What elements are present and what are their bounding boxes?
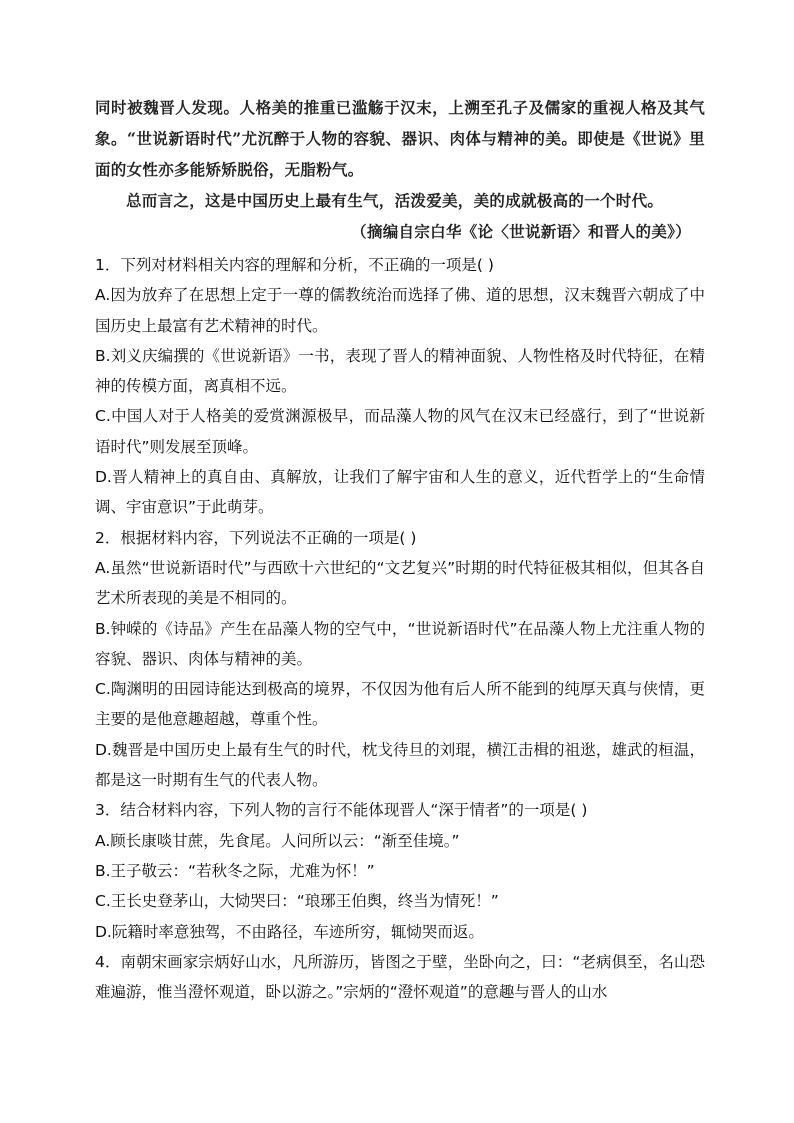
question-4 [95, 947, 705, 1008]
option-a: A.顾长康啖甘蔗，先食尾。人问所以云：“渐至佳境。” [95, 831, 460, 850]
option-d: D.阮籍时率意独驾，不由路径，车迹所穷，辄恸哭而返。 [95, 922, 484, 941]
option-b: B.王子敬云：“若秋冬之际，尤难为怀！” [95, 861, 375, 880]
question-stem: 2．根据材料内容，下列说法不正确的一项是( ) [95, 528, 417, 547]
question-stem: 4．南朝宋画家宗炳好山水，凡所游历，皆图之于壁，坐卧向之，曰：“老病俱至，名山恐难遍游，惟当澄怀观道，卧以游之。”宗炳的“澄怀观道”的意趣与晋人的山水 [95, 952, 705, 1002]
reading-passage [95, 92, 705, 247]
question-stem: 3．结合材料内容，下列人物的言行不能体现晋人“深于情者”的一项是( ) [95, 801, 588, 820]
option-b: B.刘义庆编撰的《世说新语》一书，表现了晋人的精神面貌、人物性格及时代特征，在精神的传模方面，离真相不远。 [95, 346, 705, 396]
option-a: A.因为放弃了在思想上定于一尊的儒教统治而选择了佛、道的思想，汉末魏晋六朝成了中国历史上最富有艺术精神的时代。 [95, 286, 705, 335]
passage-paragraph-2: 总而言之，这是中国历史上最有生气，活泼爱美，美的成就极高的一个时代。 [126, 191, 664, 210]
question-2 [95, 523, 705, 796]
question-1 [95, 250, 705, 523]
passage-paragraph-1: 同时被魏晋人发现。人格美的推重已滥觞于汉末，上溯至孔子及儒家的重视人格及其气象。“世说新语时代”尤沉醉于人物的容貌、器识、肉体与精神的美。即使是《世说》里面的女性亦多能矫矫脱俗，无脂粉气。 [95, 98, 705, 179]
question-list [95, 250, 705, 1007]
option-c: C.中国人对于人格美的爱赏渊源极早，而品藻人物的风气在汉末已经盛行，到了“世说新语时代”则发展至顶峰。 [95, 407, 705, 456]
option-c: C.王长史登茅山，大恸哭曰：“琅琊王伯舆，终当为情死！” [95, 892, 499, 911]
question-3 [95, 795, 705, 946]
option-c: C.陶渊明的田园诗能达到极高的境界，不仅因为他有后人所不能到的纯厚天真与侠情，更主要的是他意趣超越，尊重个性。 [95, 680, 705, 729]
option-b: B.钟嵘的《诗品》产生在品藻人物的空气中，“世说新语时代”在品藻人物上尤注重人物的容貌、器识、肉体与精神的美。 [95, 619, 705, 668]
question-stem: 1．下列对材料相关内容的理解和分析，不正确的一项是( ) [95, 256, 494, 274]
option-a: A.虽然“世说新语时代”与西欧十六世纪的“文艺复兴”时期的时代特征极其相似，但其各自艺术所表现的美是不相同的。 [95, 558, 705, 608]
passage-source: （摘编自宗白华《论〈世说新语〉和晋人的美》） [351, 222, 691, 241]
option-d: D.晋人精神上的真自由、真解放，让我们了解宇宙和人生的意义，近代哲学上的“生命情调、宇宙意识”于此萌芽。 [95, 468, 705, 517]
option-d: D.魏晋是中国历史上最有生气的时代，枕戈待旦的刘琨，横江击楫的祖逖，雄武的桓温，都是这一时期有生气的代表人物。 [95, 740, 705, 790]
